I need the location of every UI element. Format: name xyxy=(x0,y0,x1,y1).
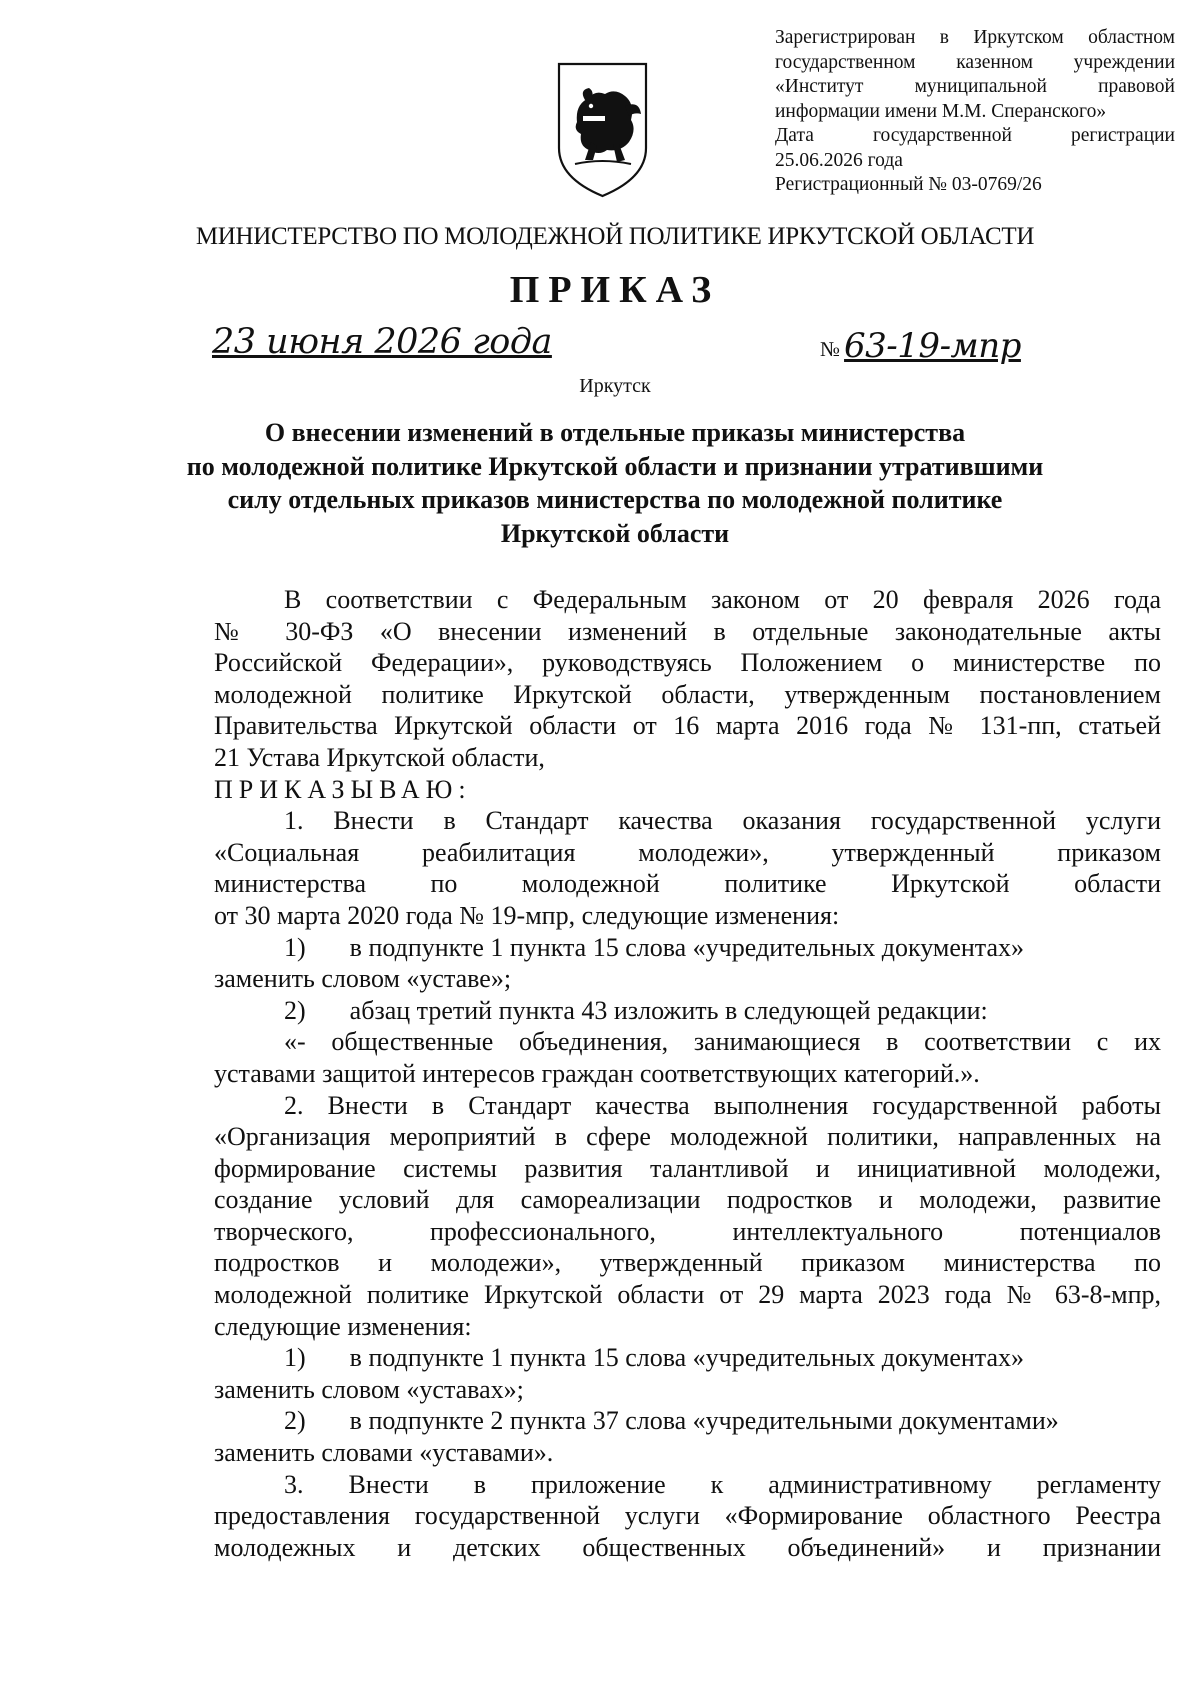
item-2-line: «Организация мероприятий в сфере молодежной политики, направленных на xyxy=(214,1122,1161,1152)
sub-text: в подпункте 2 пункта 37 слова «учредительными документами» xyxy=(349,1406,1059,1436)
order-title: ПРИКАЗ xyxy=(509,269,721,311)
sub-text: в подпункте 1 пункта 15 слова «учредительных документах» xyxy=(349,932,1024,962)
body-line: 21 Устава Иркутской области, xyxy=(214,742,545,772)
item-2-line: создание условий для самореализации подростков и молодежи, развитие xyxy=(214,1185,1161,1215)
item-1-sub-2-line xyxy=(214,995,1161,1027)
registration-date: 25.06.2026 года xyxy=(775,149,903,171)
ministry-name: МИНИСТЕРСТВО ПО МОЛОДЕЖНОЙ ПОЛИТИКЕ ИРКУТСКОЙ ОБЛАСТИ xyxy=(195,223,1035,250)
sub-text: абзац третий пункта 43 изложить в следующей редакции: xyxy=(349,995,988,1025)
item-2-sub-1-line xyxy=(214,1342,1161,1374)
registration-stamp xyxy=(775,26,1175,198)
order-number xyxy=(820,326,1021,366)
item-2-line: молодежной политике Иркутской области от 29 марта 2023 года № 63-8-мпр, xyxy=(214,1280,1161,1310)
handwritten-date: 23 июня 2026 года xyxy=(212,322,552,362)
sub-text: в подпункте 1 пункта 15 слова «учредительных документах» xyxy=(349,1343,1024,1373)
item-2-line: следующие изменения: xyxy=(214,1311,472,1341)
registration-line: Дата государственной регистрации xyxy=(775,125,1175,146)
registration-line: Зарегистрирован в Иркутском областном xyxy=(775,27,1175,48)
item-3-line: предоставления государственной услуги «Формирование областного Реестра xyxy=(214,1501,1161,1531)
registration-line: «Институт муниципальной правовой xyxy=(775,76,1175,97)
handwritten-number: 63-19-мпр xyxy=(844,326,1021,366)
item-2-line: подростков и молодежи», утвержденный приказом министерства по xyxy=(214,1248,1161,1278)
item-3-line: 3. Внести в приложение к административному регламенту xyxy=(284,1469,1161,1499)
document-body xyxy=(214,584,1161,1563)
item-2-line: 2. Внести в Стандарт качества выполнения государственной работы xyxy=(284,1090,1161,1120)
item-2-line: творческого, профессионального, интеллектуального потенциалов xyxy=(214,1216,1161,1246)
item-3-line: молодежных и детских общественных объединений» и признании xyxy=(214,1532,1161,1562)
item-1-line: 1. Внести в Стандарт качества оказания государственной услуги xyxy=(284,806,1161,836)
sub-number: 2) xyxy=(284,1406,306,1436)
item-2-sub-2-line xyxy=(214,1405,1161,1437)
item-1-line: министерства по молодежной политике Иркутской области xyxy=(214,869,1161,899)
item-2-line: формирование системы развития талантливой и инициативной молодежи, xyxy=(214,1153,1161,1183)
babr-emblem-icon xyxy=(555,60,650,200)
sub-number: 1) xyxy=(284,932,306,962)
heading-line: силу отдельных приказов министерства по молодежной политике xyxy=(227,485,1003,514)
body-line: № 30-ФЗ «О внесении изменений в отдельные законодательные акты xyxy=(214,616,1161,646)
item-2-sub-2-line: заменить словами «уставами». xyxy=(214,1438,554,1468)
item-1-sub-1-line: заменить словом «уставе»; xyxy=(214,964,512,994)
item-2-sub-1-line: заменить словом «уставах»; xyxy=(214,1374,524,1404)
sub-number: 1) xyxy=(284,1343,306,1373)
body-line: Правительства Иркутской области от 16 марта 2016 года № 131-пп, статьей xyxy=(214,711,1161,741)
item-1-sub-1-line xyxy=(214,932,1161,964)
body-line: молодежной политике Иркутской области, утвержденным постановлением xyxy=(214,679,1161,709)
body-line: В соответствии с Федеральным законом от 20 февраля 2026 года xyxy=(284,585,1161,614)
registration-line: государственном казенном учреждении xyxy=(775,51,1175,73)
document-heading xyxy=(0,416,1200,550)
heading-line: Иркутской области xyxy=(500,518,730,548)
quote-line: уставами защитой интересов граждан соответствующих категорий.». xyxy=(214,1058,980,1088)
sub-number: 2) xyxy=(284,995,306,1025)
heading-line: О внесении изменений в отдельные приказы министерства xyxy=(264,418,966,447)
item-1-line: от 30 марта 2020 года № 19-мпр, следующие изменения: xyxy=(214,900,840,930)
body-line: Российской Федерации», руководствуясь Положением о министерстве по xyxy=(214,648,1161,678)
coat-of-arms-emblem xyxy=(555,60,650,200)
item-1-line: «Социальная реабилитация молодежи», утвержденный приказом xyxy=(214,837,1161,867)
registration-number: Регистрационный № 03-0769/26 xyxy=(775,174,1042,195)
city-name: Иркутск xyxy=(579,375,651,397)
number-sign: № xyxy=(820,337,841,361)
quote-line: «- общественные объединения, занимающиеся в соответствии с их xyxy=(284,1027,1161,1057)
heading-line: по молодежной политике Иркутской области и признании утратившими xyxy=(186,451,1044,481)
registration-line: информации имени М.М. Сперанского» xyxy=(775,100,1107,122)
prikazyvayu-line: ПРИКАЗЫВАЮ: xyxy=(214,774,472,804)
